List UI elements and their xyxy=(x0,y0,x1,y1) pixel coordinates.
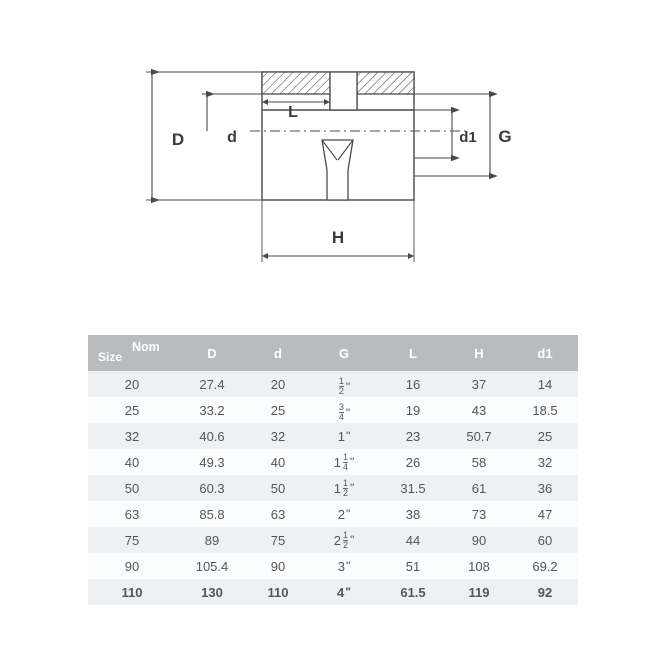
cell-D: 130 xyxy=(176,579,248,605)
label-D: D xyxy=(171,130,185,149)
cell-d: 63 xyxy=(248,501,308,527)
table-row xyxy=(88,423,578,449)
col-header-size-label: Size xyxy=(98,350,123,364)
specification-table xyxy=(88,335,578,605)
cell-L: 44 xyxy=(380,527,446,553)
cell-G: 2 $\frac{1}{2}$ " xyxy=(308,527,380,553)
cell-size: 90 xyxy=(88,553,176,579)
cell-H: 43 xyxy=(446,397,512,423)
col-header-d1: d1 xyxy=(512,335,578,371)
cell-H: 73 xyxy=(446,501,512,527)
technical-drawing xyxy=(0,0,666,300)
cell-L: 19 xyxy=(380,397,446,423)
table-row xyxy=(88,397,578,423)
cell-G: 1 $\frac{1}{4}$ " xyxy=(308,449,380,475)
cell-H: 58 xyxy=(446,449,512,475)
cell-size: 40 xyxy=(88,449,176,475)
cell-D: 105.4 xyxy=(176,553,248,579)
cell-D: 27.4 xyxy=(176,371,248,397)
table-row xyxy=(88,553,578,579)
table-row xyxy=(88,527,578,553)
cell-G: 4 " xyxy=(308,579,380,605)
table-row xyxy=(88,449,578,475)
label-d: d xyxy=(227,129,237,146)
cell-d1: 47 xyxy=(512,501,578,527)
dimension-D xyxy=(146,72,262,200)
cell-d: 20 xyxy=(248,371,308,397)
cell-L: 26 xyxy=(380,449,446,475)
cell-H: 50.7 xyxy=(446,423,512,449)
cell-D: 85.8 xyxy=(176,501,248,527)
cell-d: 25 xyxy=(248,397,308,423)
cell-D: 89 xyxy=(176,527,248,553)
cell-G: 1 $\frac{1}{2}$ " xyxy=(308,475,380,501)
cell-d1: 14 xyxy=(512,371,578,397)
label-G: G xyxy=(498,127,512,146)
dimension-d xyxy=(202,94,262,131)
table-row xyxy=(88,501,578,527)
table-row xyxy=(88,371,578,397)
cell-d: 90 xyxy=(248,553,308,579)
cell-D: 49.3 xyxy=(176,449,248,475)
cell-size: 25 xyxy=(88,397,176,423)
cell-G: $\frac{1}{2}$ " xyxy=(308,371,380,397)
cell-d: 40 xyxy=(248,449,308,475)
col-header-L: L xyxy=(380,335,446,371)
cell-G: 2 " xyxy=(308,501,380,527)
cell-H: 119 xyxy=(446,579,512,605)
dimension-G xyxy=(414,94,496,176)
table-row xyxy=(88,475,578,501)
table-header-row xyxy=(88,335,578,371)
cell-d1: 92 xyxy=(512,579,578,605)
cell-size: 20 xyxy=(88,371,176,397)
cell-size: 75 xyxy=(88,527,176,553)
cell-G: $\frac{3}{4}$ " xyxy=(308,397,380,423)
cell-d: 50 xyxy=(248,475,308,501)
cell-d1: 69.2 xyxy=(512,553,578,579)
cell-D: 33.2 xyxy=(176,397,248,423)
cell-size: 110 xyxy=(88,579,176,605)
table-body xyxy=(88,371,578,605)
thread-hatch-region xyxy=(262,72,414,110)
spec-table-container xyxy=(88,335,578,605)
cell-size: 50 xyxy=(88,475,176,501)
cell-L: 23 xyxy=(380,423,446,449)
cell-L: 38 xyxy=(380,501,446,527)
cell-d1: 18.5 xyxy=(512,397,578,423)
col-header-H: H xyxy=(446,335,512,371)
inner-seat-detail xyxy=(322,140,353,200)
col-header-G: G xyxy=(308,335,380,371)
cell-L: 16 xyxy=(380,371,446,397)
label-d1: d1 xyxy=(459,129,477,146)
cell-H: 108 xyxy=(446,553,512,579)
cell-size: 32 xyxy=(88,423,176,449)
col-header-d: d xyxy=(248,335,308,371)
cell-d1: 60 xyxy=(512,527,578,553)
cell-L: 31.5 xyxy=(380,475,446,501)
col-header-nom-label: Nom xyxy=(132,340,160,354)
cell-d: 32 xyxy=(248,423,308,449)
col-header-size xyxy=(88,335,176,371)
cell-H: 61 xyxy=(446,475,512,501)
cell-L: 51 xyxy=(380,553,446,579)
label-H: H xyxy=(331,228,345,247)
dimension-d1 xyxy=(414,110,458,158)
cell-d1: 25 xyxy=(512,423,578,449)
cell-d: 110 xyxy=(248,579,308,605)
cell-G: 1 " xyxy=(308,423,380,449)
cell-d1: 36 xyxy=(512,475,578,501)
cell-D: 60.3 xyxy=(176,475,248,501)
cell-L: 61.5 xyxy=(380,579,446,605)
col-header-D: D xyxy=(176,335,248,371)
cell-d: 75 xyxy=(248,527,308,553)
cell-H: 90 xyxy=(446,527,512,553)
label-L: L xyxy=(288,104,298,121)
cell-size: 63 xyxy=(88,501,176,527)
cell-H: 37 xyxy=(446,371,512,397)
cell-G: 3 " xyxy=(308,553,380,579)
cell-D: 40.6 xyxy=(176,423,248,449)
table-row xyxy=(88,579,578,605)
cell-d1: 32 xyxy=(512,449,578,475)
